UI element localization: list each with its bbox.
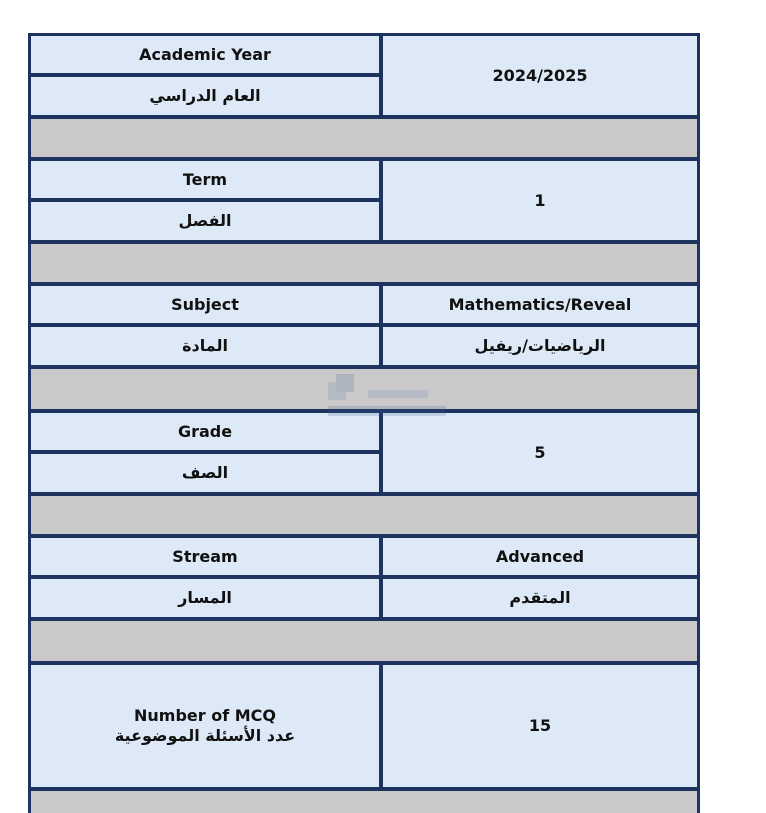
subject-label-ar	[31, 327, 379, 365]
stream-value-ar-text: المتقدم	[509, 588, 571, 607]
grade-label-en-text: Grade	[177, 421, 233, 441]
subject-value-en	[383, 286, 697, 323]
grade-label-ar-text: الصف	[181, 463, 229, 482]
subject-value-ar	[383, 327, 697, 365]
grade-label-en	[31, 413, 379, 450]
academic-year-label-ar	[31, 77, 379, 115]
academic-year-value	[383, 36, 697, 115]
stream-label-en-text: Stream	[172, 546, 238, 566]
subject-label-en-text: Subject	[171, 294, 239, 314]
grade-value-text: 5	[534, 442, 546, 462]
row-separator	[31, 119, 697, 157]
stream-value-en-text: Advanced	[495, 546, 585, 566]
row-separator	[31, 496, 697, 534]
stream-label-en	[31, 538, 379, 575]
academic-year-label-ar-text: العام الدراسي	[149, 86, 261, 105]
term-value-text: 1	[534, 190, 546, 210]
row-separator	[31, 369, 697, 409]
mcq-value-text: 15	[528, 716, 552, 735]
academic-year-value-text: 2024/2025	[492, 65, 588, 85]
subject-value-en-text: Mathematics/Reveal	[448, 294, 632, 314]
term-label-ar	[31, 202, 379, 240]
term-label-ar-text: الفصل	[178, 211, 232, 230]
mcq-label	[31, 665, 379, 787]
subject-label-en	[31, 286, 379, 323]
row-separator	[31, 791, 697, 813]
mcq-value	[383, 665, 697, 787]
grade-value	[383, 413, 697, 492]
subject-label-ar-text: المادة	[182, 336, 228, 355]
mcq-label-en-text: Number of MCQ	[133, 706, 276, 725]
academic-year-label-en-text: Academic Year	[139, 44, 271, 64]
subject-value-ar-text: الرياضيات/ريفيل	[474, 336, 606, 355]
mcq-label-ar-text: عدد الأسئلة الموضوعية	[114, 726, 296, 745]
stream-label-ar	[31, 579, 379, 617]
grade-label-ar	[31, 454, 379, 492]
term-label-en-text: Term	[182, 169, 228, 189]
exam-info-table	[28, 33, 700, 813]
academic-year-label-en	[31, 36, 379, 73]
term-value	[383, 161, 697, 240]
row-separator	[31, 244, 697, 282]
term-label-en	[31, 161, 379, 198]
stream-value-en	[383, 538, 697, 575]
stream-label-ar-text: المسار	[178, 588, 232, 607]
row-separator	[31, 621, 697, 661]
stream-value-ar	[383, 579, 697, 617]
